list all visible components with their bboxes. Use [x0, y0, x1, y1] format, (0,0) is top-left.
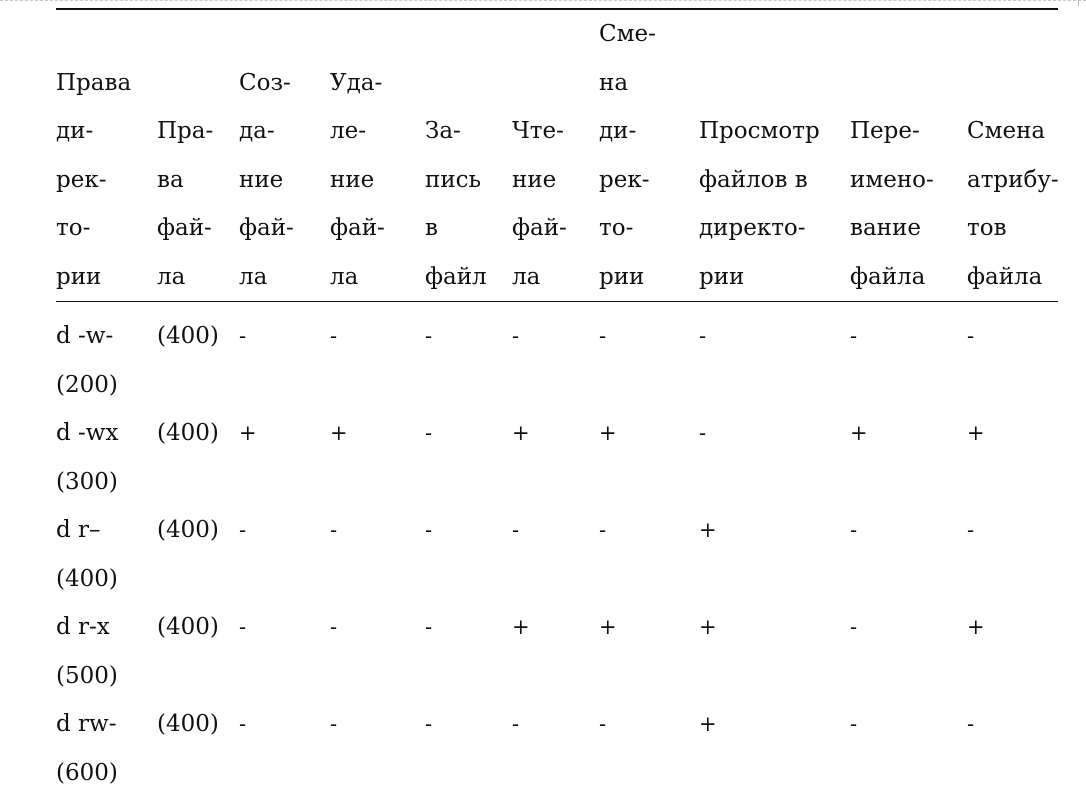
cell-text: d r-x (500) [56, 614, 118, 689]
table-cell [239, 700, 330, 797]
table-cell [850, 700, 967, 797]
table-cell [699, 409, 850, 506]
cell-text: (400) [157, 323, 219, 349]
table-cell [699, 506, 850, 603]
table-cell [157, 506, 239, 603]
table-cell [425, 603, 512, 700]
table-cell [512, 700, 599, 797]
table-row [56, 302, 1058, 410]
header-dir-change [599, 9, 699, 302]
table-cell [850, 409, 967, 506]
table-cell [512, 409, 599, 506]
table-cell [599, 603, 699, 700]
table-cell [330, 700, 425, 797]
cell-text: + [330, 421, 348, 445]
table-cell [967, 506, 1058, 603]
header-label: Смена атрибу- тов файла [967, 118, 1059, 290]
table-cell [425, 409, 512, 506]
table-cell [425, 700, 512, 797]
cell-text: - [239, 324, 247, 348]
header-label: Соз- да- ние фай- ла [239, 69, 294, 290]
table-cell [330, 302, 425, 410]
cell-text: + [599, 421, 617, 445]
cell-text: + [699, 615, 717, 639]
permissions-table-container [56, 8, 1058, 797]
table-cell [850, 302, 967, 410]
cell-text: (400) [157, 711, 219, 737]
table-cell [967, 603, 1058, 700]
table-cell [330, 506, 425, 603]
cell-text: + [967, 615, 985, 639]
cell-text: - [850, 712, 858, 736]
cell-text: - [239, 518, 247, 542]
cell-text: - [425, 518, 433, 542]
cell-text: + [239, 421, 257, 445]
header-file-rights [157, 9, 239, 302]
table-row [56, 700, 1058, 797]
cell-text: + [512, 421, 530, 445]
table-cell [157, 700, 239, 797]
table-cell [239, 302, 330, 410]
cell-text: + [699, 712, 717, 736]
cell-text: - [239, 615, 247, 639]
header-file-write [425, 9, 512, 302]
table-cell [157, 409, 239, 506]
header-file-delete [330, 9, 425, 302]
cell-text: d -w- (200) [56, 323, 118, 398]
table-header-row [56, 9, 1058, 302]
cell-text: - [239, 712, 247, 736]
cell-text: - [512, 712, 520, 736]
table-cell [599, 302, 699, 410]
header-label: Сме- на ди- рек- то- рии [599, 21, 656, 290]
cell-text: d rw- (600) [56, 711, 118, 786]
header-label: За- пись в файл [425, 118, 487, 290]
cell-text: - [425, 615, 433, 639]
table-cell [699, 700, 850, 797]
cell-text: d r– (400) [56, 517, 118, 592]
cell-text: - [425, 421, 433, 445]
table-cell [967, 700, 1058, 797]
cell-text: + [512, 615, 530, 639]
cell-text: - [599, 518, 607, 542]
header-file-create [239, 9, 330, 302]
cell-text: + [599, 615, 617, 639]
cell-text: (400) [157, 517, 219, 543]
cell-text: - [512, 324, 520, 348]
cell-text: - [850, 518, 858, 542]
table-cell [330, 409, 425, 506]
table-cell [599, 409, 699, 506]
cell-text: d -wx (300) [56, 420, 119, 495]
cell-text: + [699, 518, 717, 542]
table-cell [512, 506, 599, 603]
header-label: Права ди- рек- то- рии [56, 69, 132, 290]
table-cell [56, 506, 157, 603]
permissions-table [56, 8, 1058, 797]
header-file-attr-change [967, 9, 1058, 302]
table-cell [512, 302, 599, 410]
cell-text: - [512, 518, 520, 542]
table-cell [699, 302, 850, 410]
table-cell [850, 603, 967, 700]
table-cell [157, 302, 239, 410]
table-cell [599, 506, 699, 603]
table-cell [56, 700, 157, 797]
table-cell [239, 409, 330, 506]
table-cell [512, 603, 599, 700]
cell-text: - [599, 712, 607, 736]
header-label: Чте- ние фай- ла [512, 118, 567, 290]
table-cell [967, 409, 1058, 506]
table-cell [239, 603, 330, 700]
header-label: Пра- ва фай- ла [157, 118, 214, 290]
header-file-read [512, 9, 599, 302]
cell-text: - [330, 615, 338, 639]
cell-text: - [699, 421, 707, 445]
table-cell [967, 302, 1058, 410]
header-label: Просмотр файлов в директо- рии [699, 118, 820, 290]
page-corner-mark [1078, 0, 1085, 6]
cell-text: + [850, 421, 868, 445]
cell-text: - [850, 324, 858, 348]
cell-text: (400) [157, 614, 219, 640]
table-row [56, 603, 1058, 700]
cell-text: - [967, 324, 975, 348]
cell-text: + [967, 421, 985, 445]
table-row [56, 409, 1058, 506]
table-cell [425, 302, 512, 410]
table-row [56, 506, 1058, 603]
cell-text: - [330, 518, 338, 542]
table-cell [56, 409, 157, 506]
header-dir-rights [56, 9, 157, 302]
table-cell [157, 603, 239, 700]
table-cell [56, 302, 157, 410]
cell-text: - [850, 615, 858, 639]
header-file-rename [850, 9, 967, 302]
table-cell [239, 506, 330, 603]
header-label: Уда- ле- ние фай- ла [330, 69, 385, 290]
cell-text: - [425, 324, 433, 348]
cell-text: - [599, 324, 607, 348]
cell-text: - [699, 324, 707, 348]
cell-text: - [330, 324, 338, 348]
cell-text: - [967, 712, 975, 736]
table-cell [425, 506, 512, 603]
table-cell [850, 506, 967, 603]
table-cell [599, 700, 699, 797]
cell-text: - [330, 712, 338, 736]
header-dir-list [699, 9, 850, 302]
page-top-dashed-border [0, 0, 1086, 1]
table-cell [56, 603, 157, 700]
table-cell [699, 603, 850, 700]
cell-text: - [967, 518, 975, 542]
header-label: Пере- имено- вание файла [850, 118, 934, 290]
cell-text: - [425, 712, 433, 736]
table-cell [330, 603, 425, 700]
cell-text: (400) [157, 420, 219, 446]
